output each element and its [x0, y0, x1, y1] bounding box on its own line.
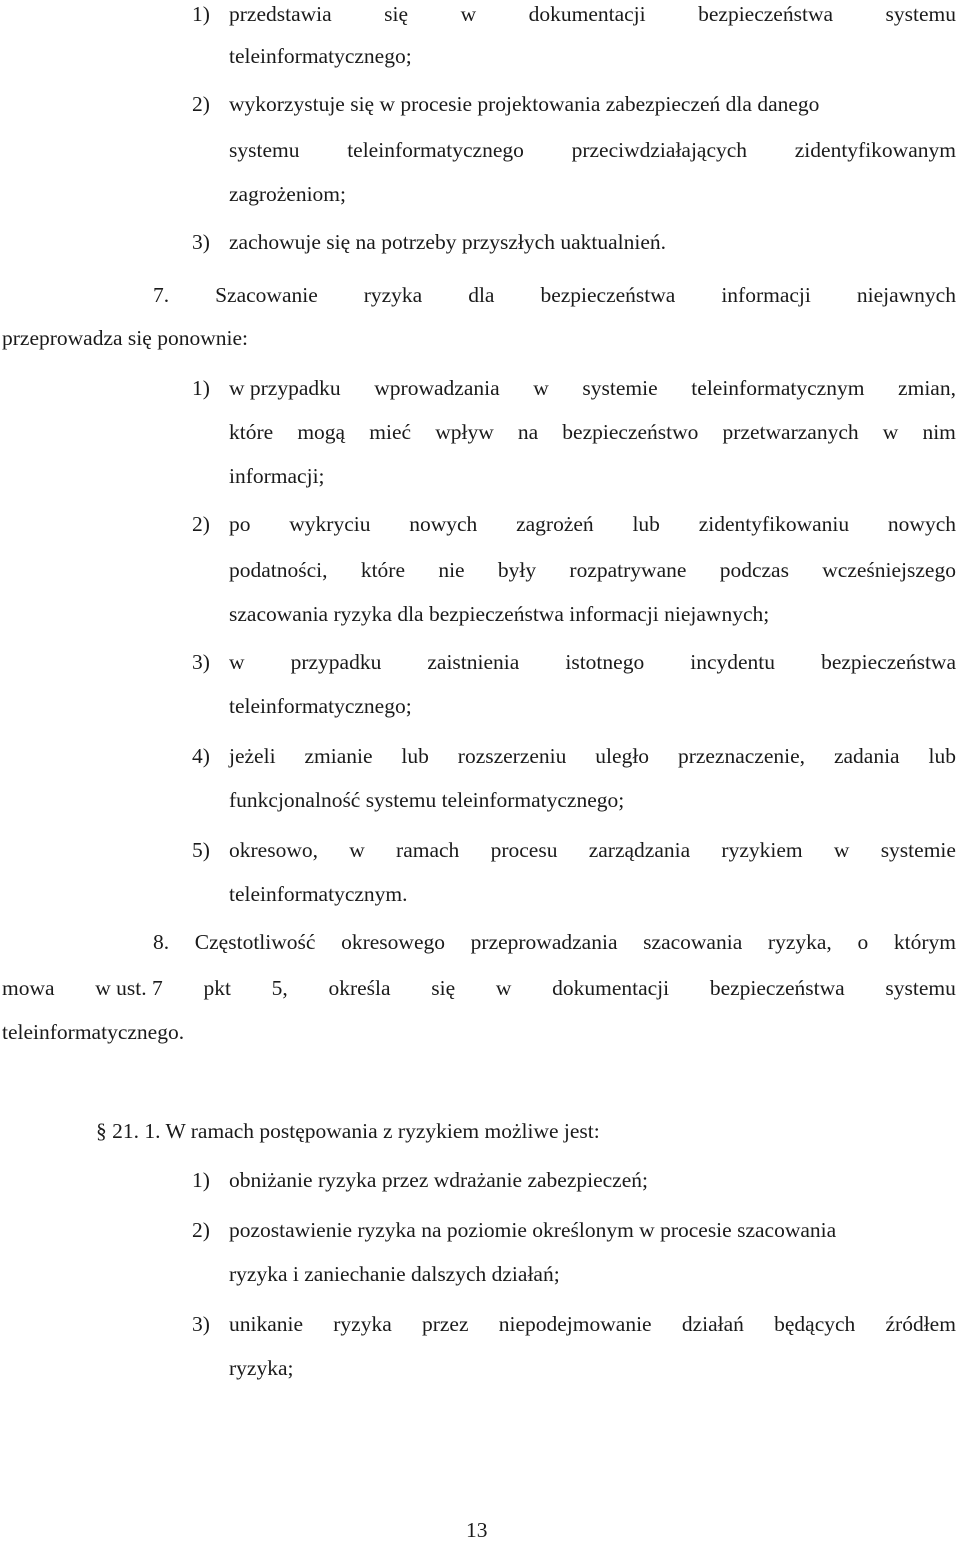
word: przeprowadzania	[470, 930, 618, 954]
page-number: 13	[466, 1518, 488, 1542]
text-line	[229, 422, 956, 444]
word: istotnego	[565, 650, 645, 674]
word: 8.	[153, 930, 170, 954]
text-line: obniżanie ryzyka przez wdrażanie zabezpieczeń;	[229, 1168, 648, 1192]
word: były	[497, 558, 537, 582]
word: które	[229, 420, 274, 444]
word: w	[882, 420, 899, 444]
word: wykryciu	[289, 512, 371, 536]
word: nowych	[887, 512, 956, 536]
section-21-heading: § 21. 1. W ramach postępowania z ryzykiem możliwe jest:	[96, 1119, 600, 1143]
word: systemu	[885, 2, 956, 26]
word: źródłem	[885, 1312, 956, 1336]
list-number: 4)	[192, 744, 210, 768]
word: zadania	[833, 744, 900, 768]
word: przypadku	[290, 650, 382, 674]
word: ryzykiem	[721, 838, 803, 862]
word: teleinformatycznym	[691, 376, 865, 400]
word: w	[229, 650, 245, 674]
word: w	[495, 976, 512, 1000]
text-line	[229, 652, 956, 674]
text-line	[229, 840, 956, 862]
word: podczas	[719, 558, 789, 582]
word: wpływ	[435, 420, 494, 444]
word: lub	[928, 744, 956, 768]
word: rozpatrywane	[569, 558, 687, 582]
text-line: funkcjonalność systemu teleinformatycznego;	[229, 788, 625, 812]
paragraph-8-line	[153, 932, 956, 954]
word: incydentu	[690, 650, 776, 674]
word: ryzyka	[333, 1312, 392, 1336]
text-line: pozostawienie ryzyka na poziomie określonym w procesie szacowania	[229, 1218, 837, 1242]
word: przeznaczenie,	[677, 744, 806, 768]
word: pkt	[203, 976, 231, 1000]
word: w	[533, 376, 549, 400]
text-line: teleinformatycznego.	[2, 1020, 185, 1044]
word: uległo	[595, 744, 650, 768]
text-line: szacowania ryzyka dla bezpieczeństwa informacji niejawnych;	[229, 602, 770, 626]
word: 7.	[153, 283, 170, 307]
list-number: 2)	[192, 512, 210, 536]
word: mogą	[297, 420, 346, 444]
list-number: 3)	[192, 230, 210, 254]
word: lub	[632, 512, 660, 536]
word: ryzyka,	[767, 930, 832, 954]
text-line: ryzyka i zaniechanie dalszych działań;	[229, 1262, 560, 1286]
word: w	[460, 2, 477, 26]
word: w ust. 7	[95, 976, 163, 1000]
word: zaistnienia	[427, 650, 520, 674]
text-line	[229, 560, 956, 582]
paragraph-7-line	[153, 285, 956, 307]
word: niejawnych	[856, 283, 956, 307]
word: o	[857, 930, 869, 954]
text-line	[2, 978, 956, 1000]
word: niepodejmowanie	[498, 1312, 652, 1336]
word: w	[349, 838, 365, 862]
word: 5,	[271, 976, 288, 1000]
word: ramach	[396, 838, 460, 862]
text-line: teleinformatycznym.	[229, 882, 408, 906]
word: bezpieczeństwa	[709, 976, 845, 1000]
list-number: 2)	[192, 1218, 210, 1242]
word: systemie	[582, 376, 658, 400]
word: przedstawia	[229, 2, 332, 26]
word: działań	[681, 1312, 744, 1336]
word: informacji	[721, 283, 811, 307]
word: będących	[774, 1312, 856, 1336]
word: bezpieczeństwo	[562, 420, 699, 444]
word: nim	[922, 420, 956, 444]
word: się	[431, 976, 456, 1000]
word: lub	[401, 744, 429, 768]
word: zagrożeń	[516, 512, 594, 536]
word: systemie	[880, 838, 956, 862]
word: rozszerzeniu	[457, 744, 567, 768]
word: mieć	[369, 420, 412, 444]
word: które	[360, 558, 406, 582]
text-line: teleinformatycznego;	[229, 44, 412, 68]
word: szacowania	[643, 930, 743, 954]
list-number: 1)	[192, 1168, 210, 1192]
list-number: 3)	[192, 650, 210, 674]
word: zarządzania	[588, 838, 691, 862]
word: po	[229, 512, 251, 536]
word: zmian,	[898, 376, 956, 400]
word: Częstotliwość	[194, 930, 316, 954]
text-line: zachowuje się na potrzeby przyszłych uaktualnień.	[229, 230, 666, 254]
word: w przypadku	[229, 376, 341, 400]
text-line	[229, 746, 956, 768]
word: Szacowanie	[215, 283, 318, 307]
word: zmianie	[304, 744, 373, 768]
text-line	[229, 140, 956, 162]
list-number: 1)	[192, 376, 210, 400]
text-line: zagrożeniom;	[229, 182, 347, 206]
word: przez	[421, 1312, 469, 1336]
word: mowa	[2, 976, 55, 1000]
word: bezpieczeństwa	[698, 2, 834, 26]
text-line: teleinformatycznego;	[229, 694, 412, 718]
word: okresowego	[341, 930, 445, 954]
word: systemu	[885, 976, 956, 1000]
list-number: 2)	[192, 92, 210, 116]
word: się	[384, 2, 409, 26]
word: którym	[893, 930, 956, 954]
text-line	[229, 378, 956, 400]
word: podatności,	[229, 558, 328, 582]
word: unikanie	[229, 1312, 304, 1336]
word: wcześniejszego	[822, 558, 956, 582]
word: procesu	[490, 838, 558, 862]
list-number: 3)	[192, 1312, 210, 1336]
word: teleinformatycznego	[347, 138, 524, 162]
word: przetwarzanych	[722, 420, 859, 444]
text-line	[229, 514, 956, 536]
text-line: wykorzystuje się w procesie projektowania zabezpieczeń dla danego	[229, 92, 820, 116]
text-line	[229, 4, 956, 26]
word: dla	[468, 283, 495, 307]
word: systemu	[229, 138, 300, 162]
word: zidentyfikowaniu	[698, 512, 850, 536]
word: nie	[438, 558, 465, 582]
list-number: 5)	[192, 838, 210, 862]
word: okresowo,	[229, 838, 318, 862]
word: dokumentacji	[552, 976, 670, 1000]
word: określa	[328, 976, 391, 1000]
text-line: ryzyka;	[229, 1356, 294, 1380]
text-line: informacji;	[229, 464, 325, 488]
word: przeciwdziałających	[571, 138, 748, 162]
text-line	[229, 1314, 956, 1336]
word: w	[833, 838, 850, 862]
text-line: przeprowadza się ponownie:	[2, 326, 248, 350]
word: zidentyfikowanym	[794, 138, 956, 162]
word: nowych	[409, 512, 478, 536]
word: dokumentacji	[528, 2, 646, 26]
list-number: 1)	[192, 2, 210, 26]
word: jeżeli	[229, 744, 276, 768]
word: ryzyka	[363, 283, 423, 307]
word: na	[517, 420, 539, 444]
word: bezpieczeństwa	[540, 283, 676, 307]
word: wprowadzania	[374, 376, 500, 400]
word: bezpieczeństwa	[821, 650, 956, 674]
